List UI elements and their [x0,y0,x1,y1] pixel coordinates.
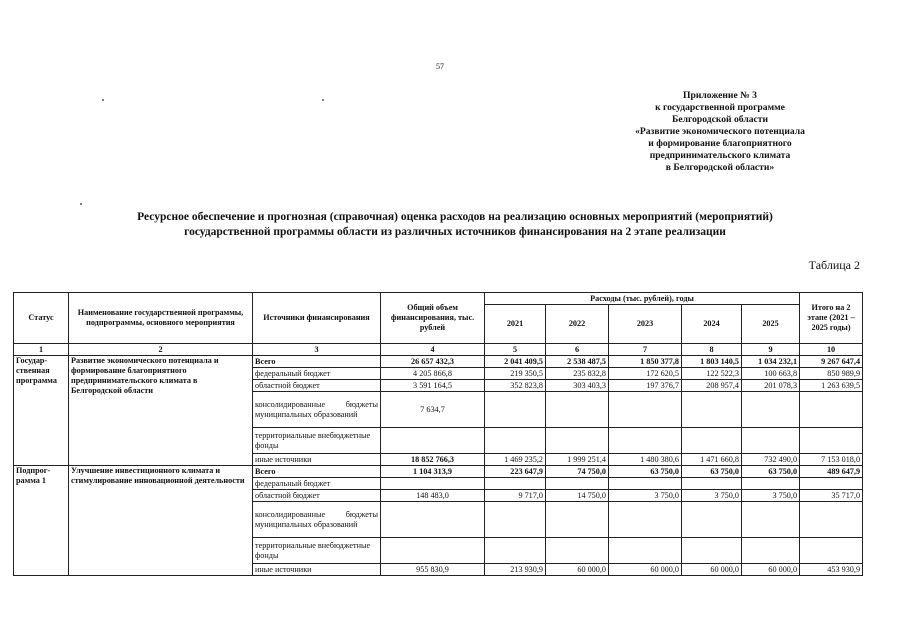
status-cell: Подпрог-рамма 1 [14,466,69,576]
itogo-cell: 453 930,9 [800,564,863,576]
header-year: 2024 [682,305,742,344]
source-cell: областной бюджет [253,380,381,392]
appendix-line: в Белгородской области» [665,162,775,173]
column-number: 9 [742,344,800,356]
itogo-cell [800,392,863,428]
year-value-cell [609,538,682,564]
year-value-cell [682,502,742,538]
year-value-cell: 172 620,5 [609,368,682,380]
total-cell: 4 205 866,8 [381,368,485,380]
year-value-cell [546,392,609,428]
year-value-cell: 213 930,9 [485,564,546,576]
itogo-cell [800,428,863,454]
source-cell: Всего [253,466,381,478]
scan-speck [102,99,104,101]
appendix-line: «Развитие экономического потенциала [635,126,805,137]
total-cell: 18 852 766,3 [381,454,485,466]
year-value-cell: 1 803 140,5 [682,356,742,368]
year-value-cell [609,392,682,428]
itogo-cell: 35 717,0 [800,490,863,502]
year-value-cell: 1 469 235,2 [485,454,546,466]
column-number: 7 [609,344,682,356]
year-value-cell: 223 647,9 [485,466,546,478]
header-total: Общий объем финансирования, тыс. рублей [381,293,485,344]
year-value-cell: 3 750,0 [742,490,800,502]
header-year: 2022 [546,305,609,344]
itogo-cell: 1 263 639,5 [800,380,863,392]
appendix-line: предпринимательского климата [649,150,791,161]
year-value-cell: 100 663,8 [742,368,800,380]
year-value-cell: 14 750,0 [546,490,609,502]
column-number: 3 [253,344,381,356]
year-value-cell [682,478,742,490]
year-value-cell: 60 000,0 [546,564,609,576]
year-value-cell: 1 850 377,8 [609,356,682,368]
subprogram-name-cell: Улучшение инвестиционного климата и стимулирование инновационной деятельности [69,466,253,576]
year-value-cell: 219 350,5 [485,368,546,380]
year-value-cell: 122 522,3 [682,368,742,380]
source-cell: областной бюджет [253,490,381,502]
year-value-cell: 60 000,0 [742,564,800,576]
source-cell: федеральный бюджет [253,478,381,490]
year-value-cell [609,502,682,538]
header-name: Наименование государственной программы, подпрограммы, основного мероприятия [69,293,253,344]
total-cell: 955 830,9 [381,564,485,576]
year-value-cell: 2 041 409,5 [485,356,546,368]
year-value-cell [742,538,800,564]
source-cell: консолидированные бюджеты муниципальных образований [253,392,381,428]
column-number: 2 [69,344,253,356]
appendix-header [580,90,860,174]
program-name-cell: Развитие экономического потенциала и формирование благоприятного предпринимательского климата в Белгородской области [69,356,253,466]
scan-speck [80,203,82,205]
year-value-cell: 1 480 380,6 [609,454,682,466]
year-value-cell [742,478,800,490]
total-cell [381,428,485,454]
table-row [14,466,863,478]
year-value-cell [682,392,742,428]
column-number: 5 [485,344,546,356]
itogo-cell: 850 989,9 [800,368,863,380]
year-value-cell [609,428,682,454]
year-value-cell [742,502,800,538]
column-number: 8 [682,344,742,356]
year-value-cell [546,478,609,490]
table-row [14,356,863,368]
total-cell: 148 483,0 [381,490,485,502]
year-value-cell [682,428,742,454]
year-value-cell: 74 750,0 [546,466,609,478]
header-sources: Источники финансирования [253,293,381,344]
year-value-cell: 63 750,0 [609,466,682,478]
year-value-cell: 235 832,8 [546,368,609,380]
year-value-cell: 2 538 487,5 [546,356,609,368]
appendix-line: к государственной программе [655,102,785,113]
year-value-cell [742,392,800,428]
header-itogo: Итого на 2 этапе (2021 – 2025 годы) [800,293,863,344]
header-expenses: Расходы (тыс. рублей), годы [485,293,800,305]
year-value-cell [742,428,800,454]
header-year: 2023 [609,305,682,344]
total-cell: 26 657 432,3 [381,356,485,368]
year-value-cell [546,502,609,538]
itogo-cell [800,502,863,538]
total-cell [381,502,485,538]
total-cell: 3 591 164,5 [381,380,485,392]
source-cell: консолидированные бюджеты муниципальных образований [253,502,381,538]
document-title-line: Ресурсное обеспечение и прогнозная (справочная) оценка расходов на реализацию основных мероприятий (мероприятий) [137,211,773,223]
source-cell: территориальные внебюджетные фонды [253,538,381,564]
year-value-cell: 60 000,0 [609,564,682,576]
year-value-cell: 732 490,0 [742,454,800,466]
header-status: Статус [14,293,69,344]
total-cell: 7 634,7 [381,392,485,428]
year-value-cell [546,538,609,564]
year-value-cell [485,478,546,490]
appendix-line: и формирование благоприятного [648,138,792,149]
itogo-cell: 9 267 647,4 [800,356,863,368]
total-cell: 1 104 313,9 [381,466,485,478]
year-value-cell: 1 034 232,1 [742,356,800,368]
status-cell: Государ-ственная программа [14,356,69,466]
total-cell [381,538,485,564]
table-label: Таблица 2 [808,258,860,272]
header-year: 2021 [485,305,546,344]
year-value-cell: 63 750,0 [682,466,742,478]
column-number-row [14,344,863,356]
year-value-cell [609,478,682,490]
document-title-line: государственной программы области из различных источников финансирования на 2 этапе реализации [184,226,726,238]
appendix-line: Белгородской области [671,114,769,125]
year-value-cell: 208 957,4 [682,380,742,392]
page-number: 57 [436,62,444,71]
document-title [60,210,850,240]
header-year: 2025 [742,305,800,344]
year-value-cell: 201 078,3 [742,380,800,392]
itogo-cell [800,478,863,490]
year-value-cell [682,538,742,564]
column-number: 6 [546,344,609,356]
year-value-cell: 303 403,3 [546,380,609,392]
source-cell: иные источники [253,454,381,466]
column-number: 4 [381,344,485,356]
year-value-cell [485,428,546,454]
column-number: 10 [800,344,863,356]
scan-speck [322,99,324,101]
year-value-cell [485,502,546,538]
resource-table [13,292,863,576]
year-value-cell: 3 750,0 [682,490,742,502]
source-cell: иные источники [253,564,381,576]
year-value-cell [485,392,546,428]
source-cell: федеральный бюджет [253,368,381,380]
itogo-cell: 489 647,9 [800,466,863,478]
year-value-cell: 60 000,0 [682,564,742,576]
source-cell: Всего [253,356,381,368]
year-value-cell: 197 376,7 [609,380,682,392]
itogo-cell: 7 153 018,0 [800,454,863,466]
total-cell [381,478,485,490]
year-value-cell: 1 999 251,4 [546,454,609,466]
year-value-cell: 63 750,0 [742,466,800,478]
year-value-cell: 1 471 660,8 [682,454,742,466]
year-value-cell: 9 717,0 [485,490,546,502]
year-value-cell: 3 750,0 [609,490,682,502]
appendix-line: Приложение № 3 [683,90,757,101]
year-value-cell: 352 823,8 [485,380,546,392]
source-cell: территориальные внебюджетные фонды [253,428,381,454]
year-value-cell [485,538,546,564]
column-number: 1 [14,344,69,356]
itogo-cell [800,538,863,564]
year-value-cell [546,428,609,454]
